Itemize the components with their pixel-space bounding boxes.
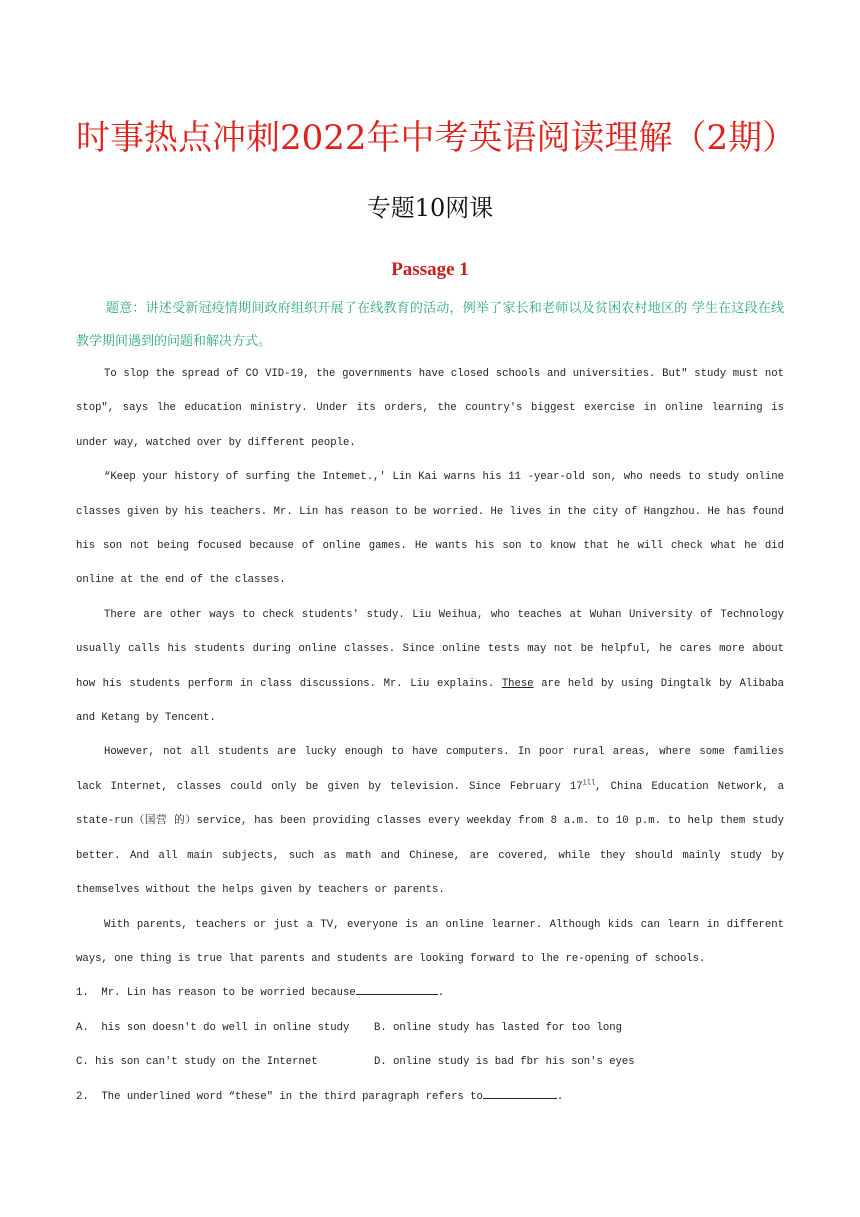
passage-summary: 题意：讲述受新冠疫情期间政府组织开展了在线教育的活动，例举了家长和老师以及贫困农村地区的 学生在这段在线教学期间遇到的问题和解决方式。 xyxy=(76,301,784,349)
page-subtitle: 专题10网课 xyxy=(366,194,494,222)
passage-label: Passage 1 xyxy=(391,259,469,280)
passage-body xyxy=(76,357,784,1114)
question-1-stem: 1. Mr. Lin has reason to be worried because xyxy=(76,987,356,1000)
paragraph-3-text-a: There are other ways to check students' study. Liu Weihua, who teaches at Wuhan University of Technology usually calls his students during online classes. Since online tests may not be helpful, he cares more about how his students perform in class discussions. Mr. Liu explains. xyxy=(76,608,784,690)
question-1-end: . xyxy=(437,987,445,1000)
option-b[interactable]: B. online study has lasted for too long xyxy=(374,1021,622,1034)
underlined-word-these: These xyxy=(501,677,534,690)
paragraph-3 xyxy=(76,598,784,736)
question-2 xyxy=(76,1080,784,1114)
paragraph-3-text-b: are held by using Dingtalk by Alibaba and Ketang by Tencent. xyxy=(76,677,784,725)
question-1-options-row-2 xyxy=(76,1045,784,1079)
paragraph-5: With parents, teachers or just a TV, everyone is an online learner. Although kids can learn in different ways, one thing is true lhat parents and students are looking forward to lhe re-opening of schools. xyxy=(76,918,784,965)
superscript-mark: ill xyxy=(582,779,596,788)
answer-blank-2[interactable] xyxy=(483,1086,557,1099)
option-a[interactable]: A. his son doesn't do well in online study xyxy=(76,1021,350,1034)
question-2-end: . xyxy=(556,1090,564,1103)
option-c[interactable]: C. his son can't study on the Internet xyxy=(76,1056,318,1069)
paragraph-1: To slop the spread of CO VID-19, the governments have closed schools and universities. But" study must not stop", says lhe education ministry. Under its orders, the country's biggest exercise in online learning is under way, watched over by different people. xyxy=(76,368,784,449)
answer-blank-1[interactable] xyxy=(356,982,438,995)
question-1 xyxy=(76,976,784,1010)
question-2-stem: 2. The underlined word “these" in the third paragraph refers to xyxy=(76,1090,483,1103)
page-title: 时事热点冲刺2022年中考英语阅读理解（2期） xyxy=(76,118,797,158)
paragraph-4 xyxy=(76,735,784,907)
paragraph-4-text-b: , China Education Network, a state-run（国营 的）service, has been providing classes every weekday from 8 a.m. to 10 p.m. to help them study better. And all main subjects, such as math and Chinese, are covered, while they should mainly study by themselves without the helps given by teachers or parents. xyxy=(76,780,784,897)
paragraph-2: “Keep your history of surfing the Intemet.,' Lin Kai warns his 11 -year-old son, who needs to study online classes given by his teachers. Mr. Lin has reason to be worried. He lives in the city of Hangzhou. He has found his son not being focused because of online games. He wants his son to know that he will check what he did online at the end of the classes. xyxy=(76,471,784,587)
question-1-options-row-1 xyxy=(76,1011,784,1045)
paragraph-4-text-a: However, not all students are lucky enough to have computers. In poor rural areas, where some families lack Internet, classes could only be given by television. Since February 17 xyxy=(76,746,784,793)
option-d[interactable]: D. online study is bad fbr his son's eyes xyxy=(374,1056,635,1069)
